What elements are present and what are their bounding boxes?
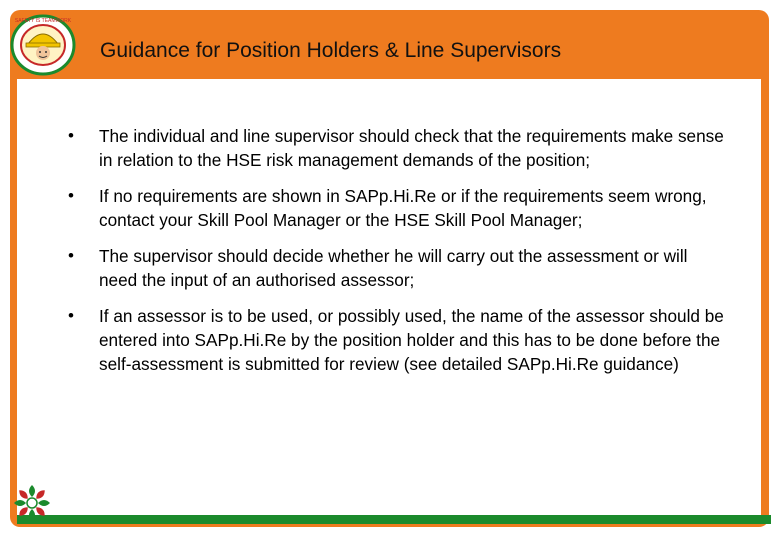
bullet-icon: •: [68, 126, 74, 145]
slide-title: Guidance for Position Holders & Line Supervisors: [100, 39, 562, 62]
bullet-text: If an assessor is to be used, or possibly used, the name of the assessor should be entered into SAPp.Hi.Re by the position holder and this has to be done before the self-assessment is submitted for review (see detailed SAPp.Hi.Re guidance): [99, 306, 724, 374]
safety-badge-icon: [10, 14, 76, 76]
bullet-item: [68, 304, 728, 376]
bullet-text: If no requirements are shown in SAPp.Hi.Re or if the requirements seem wrong, contact your Skill Pool Manager or the HSE Skill Pool Manager;: [99, 186, 707, 230]
flower-logo-icon: [12, 483, 52, 523]
bullet-item: [68, 244, 728, 292]
bullet-icon: •: [68, 306, 74, 325]
badge-text: SAFETY IS TEAMWORK: [14, 18, 72, 24]
bullet-icon: •: [68, 186, 74, 205]
bullet-icon: •: [68, 246, 74, 265]
bullet-text: The individual and line supervisor should check that the requirements make sense in relation to the HSE risk management demands of the position;: [99, 126, 724, 170]
bullet-item: [68, 124, 728, 172]
bullet-text: The supervisor should decide whether he will carry out the assessment or will need the input of an authorised assessor;: [99, 246, 688, 290]
footer-bar: [17, 515, 771, 524]
bullet-list: [68, 124, 728, 388]
bullet-item: [68, 184, 728, 232]
